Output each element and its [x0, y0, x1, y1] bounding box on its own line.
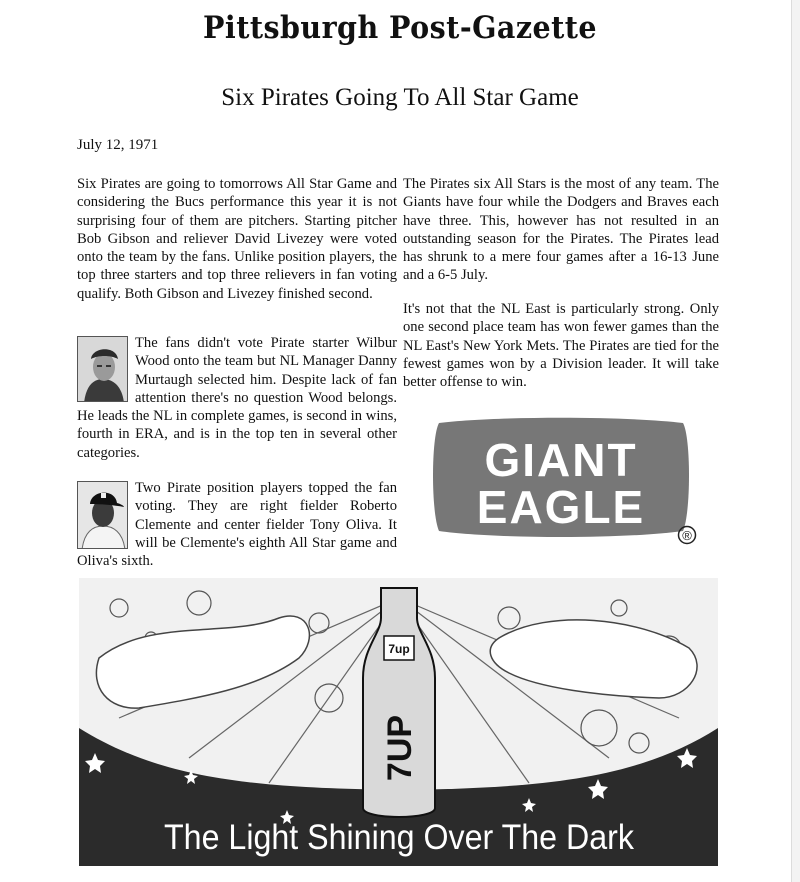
page-edge — [791, 0, 800, 882]
giant-eagle-word-2: EAGLE — [476, 481, 646, 533]
sevenup-bottle-label: 7UP — [381, 714, 419, 782]
paragraph-text: The fans didn't vote Pirate starter Wilbur Wood onto the team but NL Manager Danny Murtaugh selected him. Despite lack of fan attention there's no question Wood belongs. He leads the NL in complete games, is second in wins, fourth in ERA, and is in the top ten in several other categories. — [77, 335, 397, 461]
article-paragraph-2 — [77, 334, 397, 462]
paragraph-text: Six Pirates are going to tomorrows All Star Game and considering the Bucs performance this year it is not surprising four of them are pitchers. Starting pitcher Bob Gibson and reliever David Livezey were voted onto the team by the fans. Unlike position players, the top three starters and top three relievers in fan voting qualify. Both Gibson and Livezey finished second. — [77, 176, 397, 302]
registered-mark: ® — [682, 528, 692, 543]
player-photo-wood — [77, 336, 128, 402]
newspaper-masthead: Pittsburgh Post-Gazette — [202, 10, 598, 46]
sevenup-cap-label: 7up — [388, 642, 410, 656]
paragraph-text: The Pirates six All Stars is the most of any team. The Giants have four while the Dodgers and Braves each have three. This, however has not resulted in an outstanding season for the Pirates. The Pirates lead has shrunk to a mere four games after a 16-13 June and a 6-5 July. — [403, 176, 719, 284]
article-date: July 12, 1971 — [77, 137, 159, 153]
paragraph-text: Two Pirate position players topped the fan voting. They are right fielder Roberto Clemente and center fielder Tony Oliva. It will be Clemente's eighth All Star game and Oliva's sixth. — [77, 480, 397, 570]
article-paragraph-5 — [403, 300, 719, 391]
giant-eagle-ad — [425, 413, 697, 547]
article-paragraph-3 — [77, 479, 397, 570]
article-headline: Six Pirates Going To All Star Game — [221, 84, 579, 111]
player-photo-clemente — [77, 481, 128, 549]
paragraph-text: It's not that the NL East is particularly strong. Only one second place team has won fewer games than the NL East's New York Mets. The Pirates are tied for the fewest games won by a Division leader. It will take better offense to win. — [403, 301, 719, 391]
article-paragraph-1 — [77, 175, 397, 303]
sevenup-ad — [79, 578, 718, 866]
article-paragraph-4 — [403, 175, 719, 285]
giant-eagle-word-1: GIANT — [484, 434, 638, 486]
sevenup-tagline: The Light Shining Over The Dark — [164, 818, 635, 857]
